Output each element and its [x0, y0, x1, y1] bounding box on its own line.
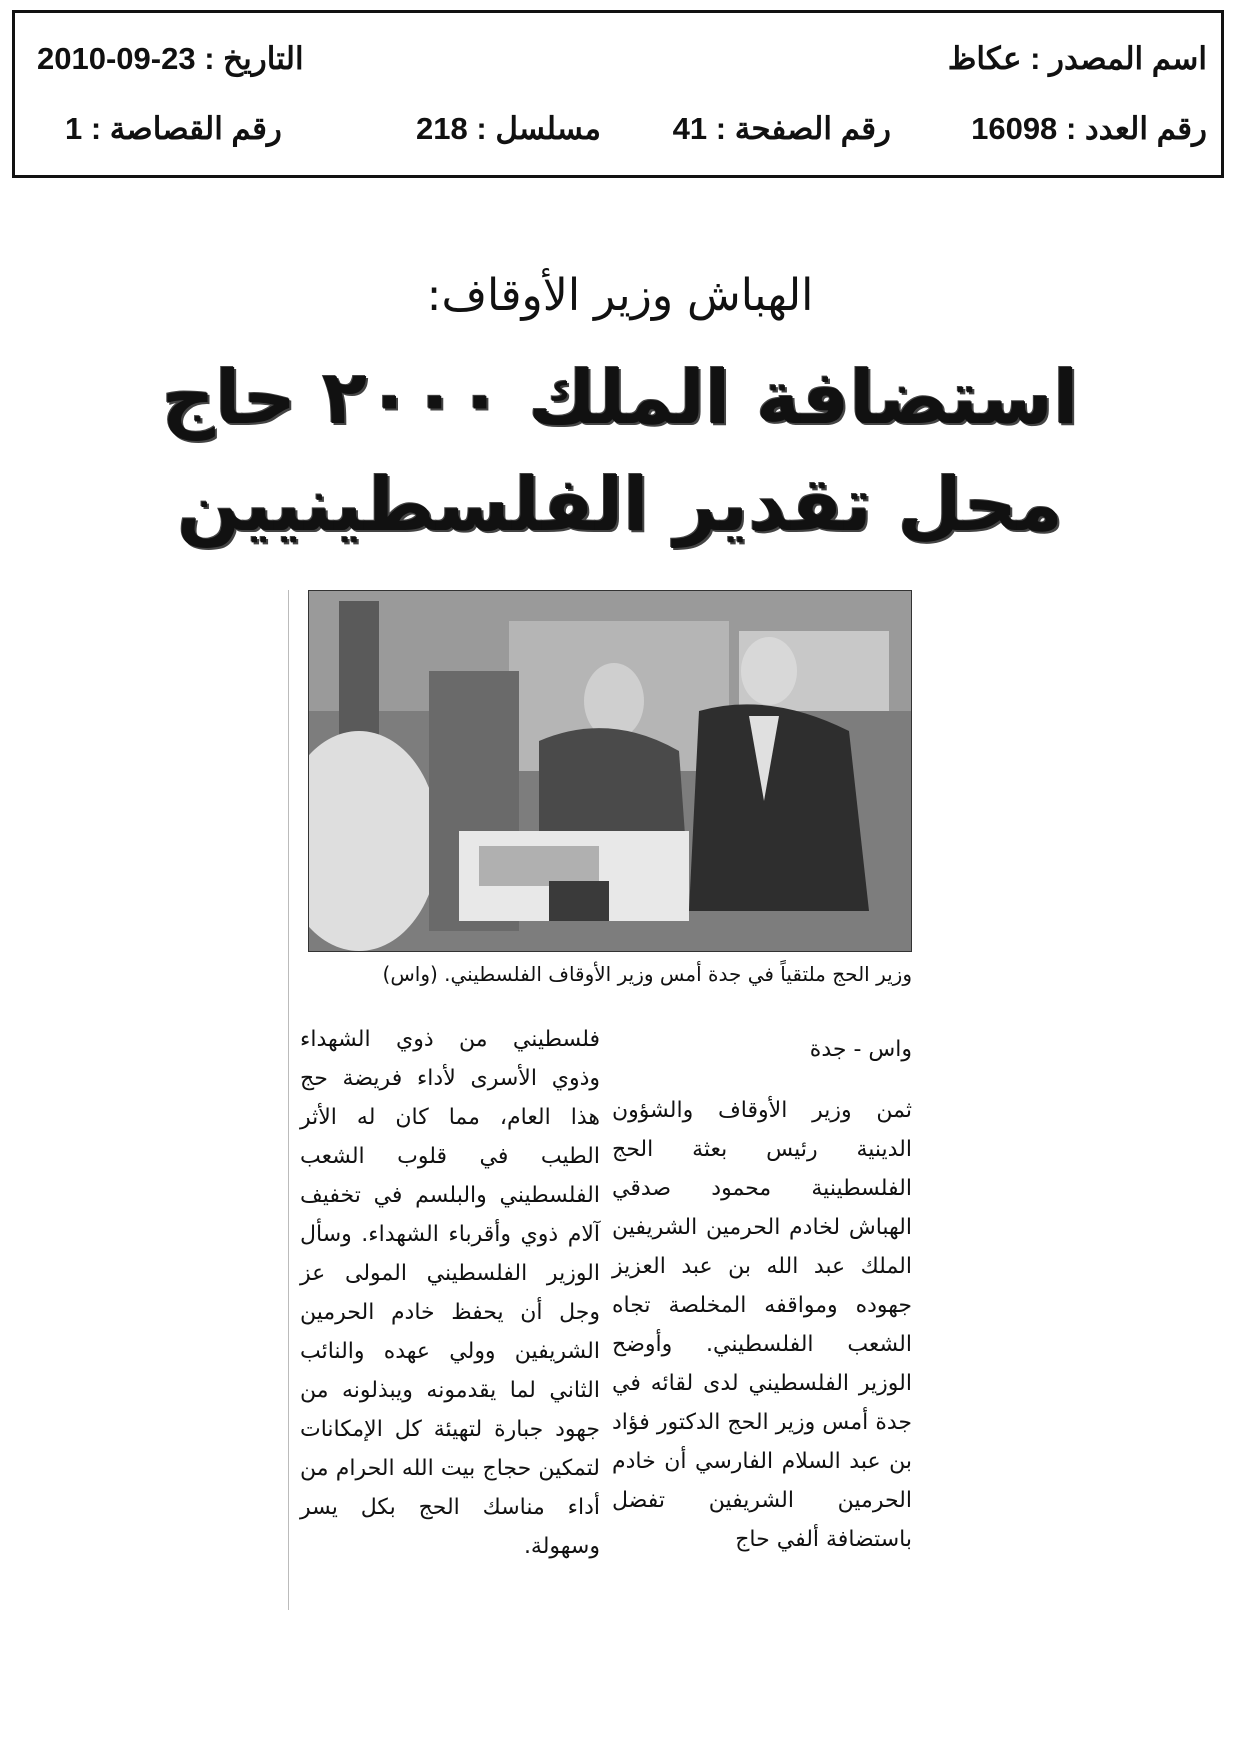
date-field	[37, 43, 304, 74]
source-value: عكاظ	[947, 41, 1022, 76]
page-label: رقم الصفحة :	[715, 111, 891, 146]
source-field	[948, 43, 1207, 74]
photo-meeting-scene	[309, 591, 911, 951]
article-body-left: فلسطيني من ذوي الشهداء وذوي الأسرى لأداء فريضة حج هذا العام، مما كان له الأثر الطيب في قلوب الشعب الفلسطيني والبلسم في تخفيف آلام ذوي وأقرباء الشهداء. وسأل الوزير الفلسطيني المولى عز وجل أن يحفظ خادم الحرمين الشريفين وولي عهده والنائب الثاني لما يقدمونه ويبذلونه من جهود جبارة لتهيئة كل الإمكانات لتمكين حجاج بيت الله الحرام من أداء مناسك الحج بكل يسر وسهولة.	[300, 1027, 600, 1559]
clipping-header-box	[12, 10, 1224, 178]
article-column-right	[612, 1030, 912, 1559]
article-kicker: الهباش وزير الأوقاف:	[426, 270, 814, 321]
issue-field	[971, 113, 1207, 144]
page-value: 41	[672, 111, 708, 146]
headline-line-1: استضافة الملك ٢٠٠٠ حاج	[161, 355, 1079, 441]
serial-field	[416, 113, 601, 144]
page-field	[673, 113, 891, 144]
issue-value: 16098	[971, 111, 1058, 146]
news-photo	[308, 590, 912, 952]
clip-value: 1	[65, 111, 83, 146]
date-label: التاريخ :	[204, 41, 304, 76]
column-divider	[288, 590, 289, 1610]
clip-label: رقم القصاصة :	[90, 111, 282, 146]
serial-label: مسلسل :	[476, 111, 601, 146]
article-body-right: ثمن وزير الأوقاف والشؤون الدينية رئيس بعثة الحج الفلسطينية محمود صدقي الهباش لخادم الحرمين الشريفين الملك عبد الله بن عبد العزيز جهوده ومواقفه المخلصة تجاه الشعب الفلسطيني. وأوضح الوزير الفلسطيني لدى لقائه في جدة أمس وزير الحج الدكتور فؤاد بن عبد السلام الفارسي أن خادم الحرمين الشريفين تفضل باستضافة ألفي حاج	[612, 1098, 912, 1552]
issue-label: رقم العدد :	[1065, 111, 1207, 146]
article-dateline: واس - جدة	[809, 1037, 912, 1062]
article-column-left	[300, 1020, 600, 1566]
serial-value: 218	[416, 111, 468, 146]
headline-line-2: محل تقدير الفلسطينيين	[177, 462, 1063, 548]
clip-field	[65, 113, 282, 144]
source-label: اسم المصدر :	[1030, 41, 1207, 76]
date-value: 2010-09-23	[37, 41, 196, 76]
photo-caption: وزير الحج ملتقياً في جدة أمس وزير الأوقاف الفلسطيني. (واس)	[382, 962, 912, 986]
